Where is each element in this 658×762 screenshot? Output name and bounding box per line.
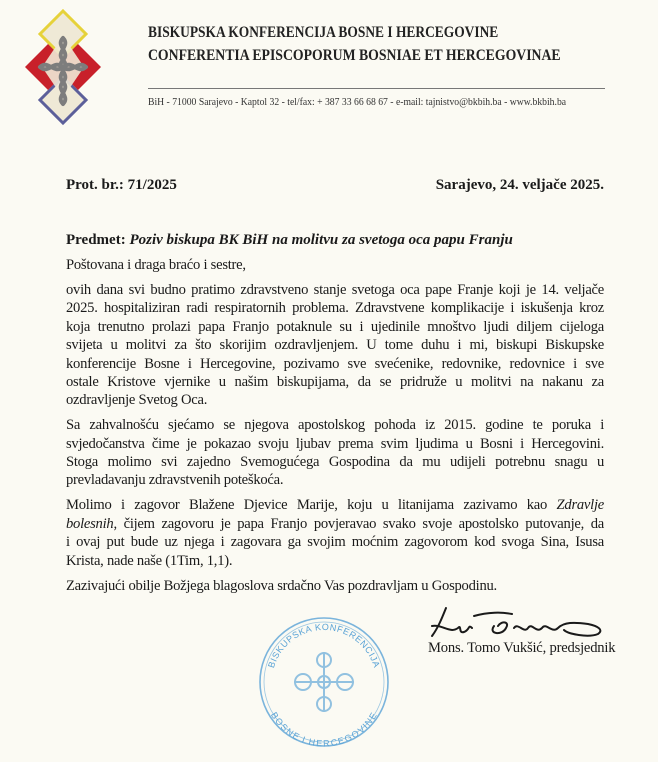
- italic-segment: Zdravlje: [556, 497, 604, 514]
- subject-line: [66, 232, 513, 249]
- text-line: [66, 515, 604, 533]
- text-line: konferencije Bosne i Hercegovine, pozivamo sve svećenike, redovnike, redovnice i sve: [66, 355, 604, 372]
- greeting-text: Poštovana i draga braćo i sestre,: [66, 257, 246, 273]
- subject-text: Poziv biskupa BK BiH na molitvu za svetoga oca papu Franju: [129, 232, 513, 248]
- stamp-top-text: BISKUPSKA KONFERENCIJA: [266, 621, 382, 670]
- text-line: koja trenutno prolazi papa Franjo potaknule su i ujedinile mnoštvo ljudi diljem cijeloga: [66, 318, 604, 335]
- stamp-cross-icon: [294, 652, 354, 712]
- closing-text: Zazivajući obilje Božjega blagoslova srdačno Vas pozdravljam u Gospodinu.: [66, 577, 497, 594]
- svg-text:BOSNE I HERCEGOVINE: [269, 710, 379, 748]
- paragraph-1: [66, 281, 604, 410]
- paragraph-2: [66, 416, 604, 490]
- subject-label: Predmet:: [66, 232, 126, 248]
- text-line: ovih dana svi budno pratimo zdravstveno stanje svetoga oca pape Franje koji je 14. veljače: [66, 281, 604, 298]
- official-stamp: [256, 614, 392, 750]
- letterhead-divider: [148, 88, 605, 89]
- text-line: ozdravljenje Svetog Oca.: [66, 392, 208, 409]
- text-line: Stoga molimo svi zajedno Svemogućega Gospodina da mu udijeli potrebnu snagu u: [66, 454, 604, 471]
- letter-body: [66, 256, 604, 595]
- text-line: prevladavanju zdravstvenih poteškoća.: [66, 472, 284, 489]
- text-line: svijeta u molitvi za što skorijim ozdravljenjem. U tome duhu i mi, biskupi Biskupske: [66, 337, 604, 354]
- text-line: ostale Kristove vjernike u našim biskupijama, da se pridruže u molitvi na nakanu za: [66, 373, 604, 390]
- closing: [66, 577, 604, 595]
- paragraph-3: [66, 496, 604, 570]
- text-line: 2025. hospitaliziran radi respiratornih problema. Zdravstvene komplikacije i iskušenja kroz: [66, 300, 604, 317]
- handwritten-signature: [428, 604, 613, 640]
- text-line: Krista, nade naše (1Tim, 1,1).: [66, 552, 233, 569]
- text-line: i ovaj put bude uz njega i zagovara ga svojim moćnim zagovorom kod svoga Sina, Isusa: [66, 534, 604, 551]
- protocol-number: Prot. br.: 71/2025: [66, 177, 177, 193]
- italic-segment: bolesnih: [66, 515, 114, 532]
- text-line: svjedočanstva čime je pokazao svoju ljubav prema svim ljudima u Bosni i Hercegovini.: [66, 435, 604, 452]
- signatory-name: Mons. Tomo Vukšić, predsjednik: [428, 640, 616, 656]
- text-line: [66, 496, 604, 514]
- text-segment: Molimo i zagovor Blažene Djevice Marije, koju u litanijama zazivamo kao: [66, 497, 557, 514]
- stamp-bottom-text: BOSNE I HERCEGOVINE: [268, 710, 380, 749]
- greeting: [66, 256, 604, 274]
- text-line: Sa zahvalnošću sjećamo se njegova apostolskog pohoda iz 2015. godine te poruka i: [66, 417, 604, 434]
- text-segment: , čijem zagovoru je papa Franjo povjeravao svako svoje apostolsko putovanje, da: [113, 515, 604, 532]
- letterhead-title-bosnian: BISKUPSKA KONFERENCIJA BOSNE I HERCEGOVINE: [148, 24, 499, 41]
- letterhead-address: BiH - 71000 Sarajevo - Kaptol 32 - tel/fax: + 387 33 66 68 67 - e-mail: tajnistvo@bkbih.ba - www.bkbih.ba: [148, 96, 567, 108]
- letter-date: Sarajevo, 24. veljače 2025.: [435, 177, 604, 193]
- letterhead-title-latin: CONFERENTIA EPISCOPORUM BOSNIAE ET HERCEGOVINAE: [148, 47, 561, 64]
- conference-logo: [22, 8, 104, 126]
